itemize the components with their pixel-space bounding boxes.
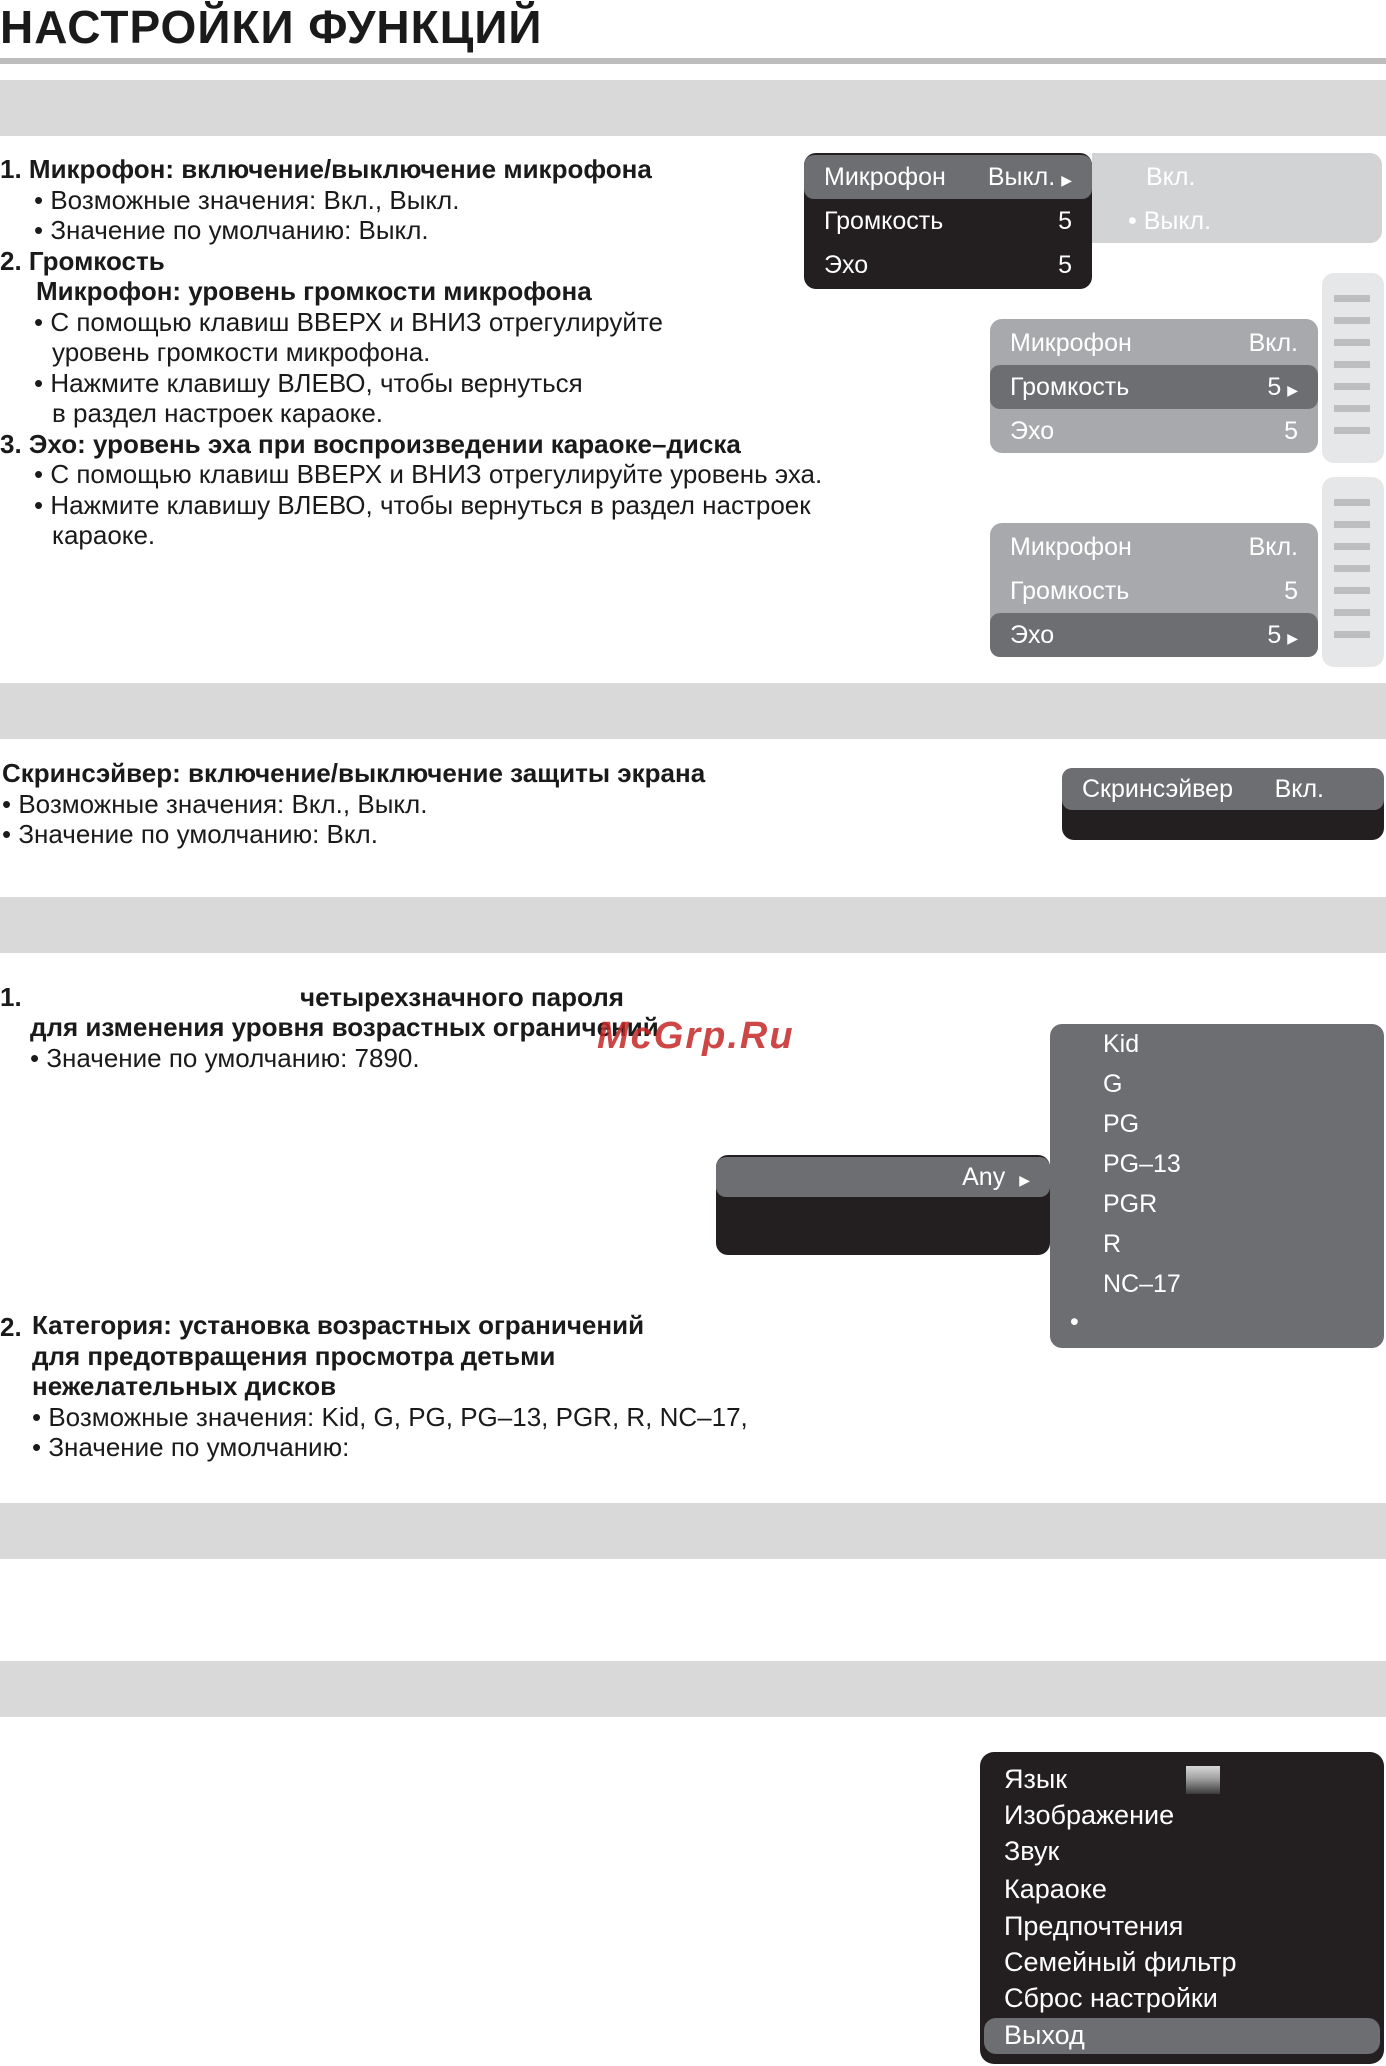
page-title: НАСТРОЙКИ ФУНКЦИЙ [0, 1, 543, 53]
karaoke-item2-bullet2: • Нажмите клавишу ВЛЕВО, чтобы вернуться [34, 367, 583, 398]
karaoke-item1-default: • Значение по умолчанию: Выкл. [34, 215, 429, 245]
section-band-4 [0, 1503, 1386, 1559]
menu-row-value: 5 [1284, 416, 1298, 445]
menu-row-label: Эхо [1010, 620, 1055, 649]
menu-row-value: 5 [1267, 620, 1282, 649]
menu-row-value: 5 [1058, 250, 1072, 279]
karaoke-item2-title: 2. Громкость [0, 245, 165, 276]
menu-item-reset[interactable]: Сброс настройки [1004, 1983, 1218, 2013]
section-band-karaoke [0, 80, 1386, 136]
rating-option[interactable]: PG [1103, 1110, 1140, 1138]
main-settings-menu [980, 1752, 1384, 2064]
menu-row-value: 5 [1267, 372, 1282, 401]
parental-item2-title: Категория: установка возрастных ограничений [32, 1310, 645, 1340]
menu-row-label: Эхо [824, 250, 869, 279]
parental-item1-default: • Значение по умолчанию: 7890. [30, 1043, 420, 1073]
menu-row-value: Вкл. [1248, 532, 1298, 561]
menu-item-language[interactable]: Язык [1004, 1764, 1068, 1794]
menu-row-label: Эхо [1010, 416, 1055, 445]
menu-row-value: Вкл. [1248, 328, 1298, 357]
submenu-option-off[interactable]: • Выкл. [1128, 207, 1212, 235]
screensaver-values: • Возможные значения: Вкл., Выкл. [2, 788, 428, 819]
screensaver-title: Скринсэйвер: включение/выключение защиты экрана [2, 758, 706, 788]
menu-row-echo[interactable] [990, 613, 1318, 657]
parental-item2-values: • Возможные значения: Kid, G, PG, PG–13, PGR, R, NC–17, [32, 1401, 748, 1432]
menu-row-echo[interactable] [990, 409, 1318, 453]
menu-row-label: Микрофон [1010, 532, 1132, 561]
menu-row-label: Громкость [1010, 372, 1130, 401]
arrow-right-icon: ▶ [1287, 629, 1298, 646]
menu-row-label: Скринсэйвер [1082, 774, 1233, 803]
rating-option[interactable]: Kid [1103, 1030, 1140, 1058]
echo-menu [990, 523, 1318, 657]
karaoke-item2-subtitle: Микрофон: уровень громкости микрофона [36, 276, 592, 306]
arrow-right-icon: ▶ [1061, 171, 1072, 188]
rating-option[interactable]: NC–17 [1103, 1270, 1181, 1298]
menu-row-microphone[interactable] [990, 525, 1318, 569]
rating-options-menu [1050, 1024, 1384, 1348]
parental-item2-default: • Значение по умолчанию: [32, 1432, 350, 1462]
screensaver-default: • Значение по умолчанию: Вкл. [2, 819, 378, 849]
menu-row-value: 5 [1284, 576, 1298, 605]
menu-row-label: Микрофон [824, 162, 946, 191]
menu-row-label: Громкость [1010, 576, 1130, 605]
menu-item-exit[interactable]: Выход [1004, 2020, 1085, 2050]
karaoke-item3-bullet1: • С помощью клавиш ВВЕРХ и ВНИЗ отрегулируйте уровень эха. [34, 459, 823, 489]
menu-row-value: Вкл. [1274, 774, 1324, 803]
watermark: McGrp.Ru [597, 1015, 795, 1057]
title-rule [0, 58, 1386, 64]
submenu-option-on[interactable]: Вкл. [1146, 163, 1196, 191]
menu-row-rating[interactable] [716, 1157, 1050, 1197]
rating-option[interactable]: G [1103, 1070, 1123, 1098]
karaoke-text [0, 154, 822, 551]
arrow-right-icon: ▶ [1287, 381, 1298, 398]
menu-row-volume[interactable] [804, 199, 1092, 243]
parental-menu [716, 1155, 1050, 1255]
menu-item-karaoke[interactable]: Караоке [1004, 1874, 1107, 1904]
menu-row-value: Выкл. [987, 162, 1056, 191]
parental-item2-num: 2. [0, 1312, 22, 1342]
karaoke-item3-bullet2-cont: караоке. [52, 520, 156, 550]
menu-row-value: Any [962, 1162, 1006, 1191]
menu-row-screensaver[interactable] [1062, 768, 1384, 810]
parental-item1-title: четырехзначного пароля [300, 982, 624, 1012]
section-band-5 [0, 1661, 1386, 1717]
karaoke-item3-bullet2: • Нажмите клавишу ВЛЕВО, чтобы вернуться в раздел настроек [34, 489, 811, 520]
menu-row-microphone[interactable] [990, 321, 1318, 365]
microphone-submenu [1092, 153, 1382, 243]
volume-menu [990, 319, 1318, 453]
karaoke-item2-bullet2-cont: в раздел настроек караоке. [52, 398, 384, 428]
arrow-right-icon: ▶ [1019, 1171, 1030, 1188]
menu-row-label: Микрофон [1010, 328, 1132, 357]
menu-row-echo[interactable] [804, 243, 1092, 287]
menu-row-microphone[interactable] [804, 155, 1092, 199]
scroll-panel [1322, 477, 1384, 667]
parental-item2-title2: для предотвращения просмотра детьми [32, 1340, 556, 1371]
screensaver-menu [1062, 768, 1384, 840]
karaoke-item1-values: • Возможные значения: Вкл., Выкл. [34, 184, 460, 215]
menu-item-family-filter[interactable]: Семейный фильтр [1004, 1947, 1237, 1977]
parental-item2-text [32, 1310, 748, 1463]
menu-item-preferences[interactable]: Предпочтения [1004, 1911, 1184, 1941]
karaoke-item2-bullet1-cont: уровень громкости микрофона. [52, 337, 431, 367]
rating-option[interactable]: PG–13 [1103, 1150, 1181, 1178]
menu-row-volume[interactable] [990, 569, 1318, 613]
parental-item1-num: 1. [0, 982, 22, 1012]
selected-bullet: • [1070, 1308, 1079, 1336]
karaoke-item1-title: 1. Микрофон: включение/выключение микрофона [0, 154, 652, 184]
rating-option[interactable]: PGR [1103, 1190, 1158, 1218]
rating-option[interactable]: R [1103, 1230, 1122, 1258]
section-band-screensaver [0, 683, 1386, 739]
parental-item2-title3: нежелательных дисков [32, 1371, 337, 1401]
karaoke-item3-title: 3. Эхо: уровень эха при воспроизведении караоке–диска [0, 428, 741, 459]
karaoke-item2-bullet1: • С помощью клавиш ВВЕРХ и ВНИЗ отрегулируйте [34, 306, 663, 337]
parental-item1-title2: для изменения уровня возрастных ограничений [30, 1012, 659, 1042]
menu-row-value: 5 [1058, 206, 1072, 235]
microphone-menu [804, 153, 1092, 289]
section-band-parental [0, 897, 1386, 953]
menu-row-volume[interactable] [990, 365, 1318, 409]
language-flag-icon [1186, 1766, 1220, 1794]
screensaver-text [2, 758, 705, 850]
menu-item-picture[interactable]: Изображение [1004, 1800, 1175, 1830]
scroll-panel [1322, 273, 1384, 463]
menu-row-label: Громкость [824, 206, 944, 235]
menu-item-sound[interactable]: Звук [1004, 1836, 1060, 1866]
